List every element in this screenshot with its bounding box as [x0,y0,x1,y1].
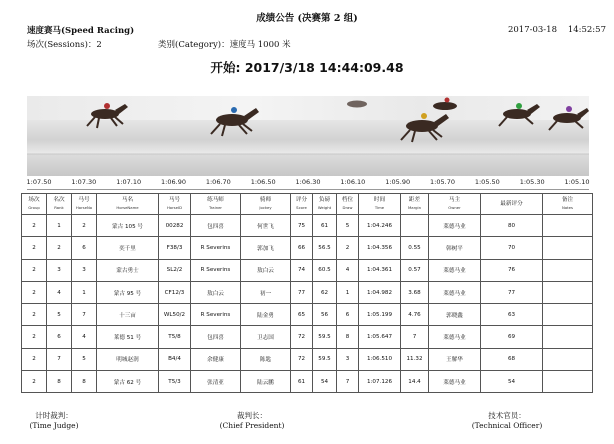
table-cell [543,237,593,259]
column-header-zh: 距差 [408,197,421,203]
table-cell: 包四喜 [191,215,241,237]
signature-label: 计时裁判： [35,411,73,420]
column-header-en: Score [296,205,307,210]
table-header-row [22,194,593,215]
table-cell: 陆云鹏 [241,371,291,393]
table-cell: 4.76 [401,304,429,326]
table-cell: SL2/2 [159,259,191,281]
table-cell: 3.68 [401,281,429,303]
table-row [22,237,593,259]
column-header-en: Time [374,205,385,210]
table-cell: 莱德马业 [429,281,481,303]
column-header-en: HorseID [166,205,183,210]
column-header-en: HorseNo [75,205,93,210]
column-header [337,194,359,215]
table-cell: 1:05.647 [359,326,401,348]
table-cell: 5 [47,304,72,326]
race-name: 速度赛马(Speed Racing) [27,26,135,36]
table-cell: 1 [72,281,97,303]
table-cell: 敖白云 [241,259,291,281]
table-cell: 莱德马业 [429,215,481,237]
table-cell: 王解华 [429,348,481,370]
table-cell: 2 [22,281,47,303]
timeline-tick: 1:07.10 [116,178,142,186]
column-header-en: Owner [448,205,461,210]
table-cell: 2 [22,348,47,370]
table-cell [543,259,593,281]
timeline-tick: 1:06.90 [161,178,186,186]
table-cell: R Severins [191,237,241,259]
table-row [22,348,593,370]
table-cell: 敖白云 [191,281,241,303]
timeline-tick: 1:06.70 [205,178,231,186]
table-cell: 莱德 51 号 [97,326,159,348]
table-cell: 61 [313,215,337,237]
table-cell: 莱德马业 [429,259,481,281]
table-cell: 56 [313,304,337,326]
table-cell: 1 [47,215,72,237]
table-cell: 余健康 [191,348,241,370]
table-cell [543,326,593,348]
table-cell: 60.5 [313,259,337,281]
table-cell: 7 [72,304,97,326]
table-cell: 8 [47,371,72,393]
column-header [97,194,159,215]
timeline-tick: 1:05.30 [519,178,545,186]
table-cell: 2 [22,259,47,281]
column-header-zh: 评分 [295,197,308,203]
timeline-tick: 1:06.50 [250,178,276,186]
photo-finish-image [27,96,589,176]
table-cell: 蒙古 105 号 [97,215,159,237]
table-cell: 陆金勇 [241,304,291,326]
table-cell: 76 [481,259,543,281]
column-header-zh: 档位 [341,197,354,203]
page-title: 成绩公告 (决赛第 2 组) [256,13,358,24]
column-header [291,194,313,215]
column-header [72,194,97,215]
table-cell: 蒙古勇士 [97,259,159,281]
table-cell: 66 [291,237,313,259]
column-header-zh: 负磅 [318,197,331,203]
table-cell: B4/4 [159,348,191,370]
table-cell: 1:06.510 [359,348,401,370]
table-cell: 莱德马业 [429,326,481,348]
table-cell: 2 [22,326,47,348]
signature-label-en: (Chief President) [219,421,285,430]
column-header-zh: 骑师 [259,197,272,203]
table-cell [543,304,593,326]
table-cell: CF12/3 [159,281,191,303]
table-cell: 7 [401,326,429,348]
table-cell: 1 [337,281,359,303]
timeline-tick: 1:05.70 [430,178,455,186]
table-cell: F38/3 [159,237,191,259]
table-cell: 2 [337,237,359,259]
table-cell: 59.5 [313,326,337,348]
table-cell: 1:07.126 [359,371,401,393]
report-date: 2017-03-18 [507,25,557,35]
table-cell [401,215,429,237]
column-header [22,194,47,215]
column-header-en: Rank [54,205,64,210]
table-cell: 11.32 [401,348,429,370]
timeline-tick: 1:06.10 [340,178,366,186]
table-cell: 68 [481,348,543,370]
table-cell: 1:05.199 [359,304,401,326]
table-cell: 2 [22,304,47,326]
table-cell: 1:04.246 [359,215,401,237]
table-cell: 00282 [159,215,191,237]
table-row [22,304,593,326]
table-cell: 65 [291,304,313,326]
table-cell: R Severins [191,304,241,326]
table-cell: 3 [72,259,97,281]
column-header [159,194,191,215]
table-cell: 7 [337,371,359,393]
table-cell: 7 [47,348,72,370]
signature-label-en: (Technical Officer) [471,421,543,430]
table-cell: 0.57 [401,259,429,281]
column-header [481,194,543,215]
table-row [22,215,593,237]
table-cell: 54 [481,371,543,393]
timeline-tick: 1:07.30 [71,178,97,186]
column-header-zh: 名次 [53,197,65,203]
table-cell: 61 [291,371,313,393]
column-header [313,194,337,215]
signature-label: 技术官员： [488,411,526,420]
table-cell: 十三亩 [97,304,159,326]
table-cell: 蒙古 95 号 [97,281,159,303]
results-table [21,193,593,393]
table-cell [543,215,593,237]
table-cell: 14.4 [401,371,429,393]
column-header [47,194,72,215]
table-cell: WL50/2 [159,304,191,326]
table-cell: 6 [72,237,97,259]
table-cell: 56.5 [313,237,337,259]
table-cell: 包四喜 [191,326,241,348]
signature-technical-officer [462,410,552,430]
table-cell: 2 [22,371,47,393]
timeline-tick: 1:07.50 [26,178,52,186]
table-cell [543,371,593,393]
report-time: 14:52:57 [567,25,606,35]
column-header-zh: 备注 [561,197,574,203]
table-cell: 2 [22,237,47,259]
table-cell: 75 [291,215,313,237]
table-cell: 奕千里 [97,237,159,259]
table-cell: 6 [47,326,72,348]
table-row [22,326,593,348]
table-cell: 72 [291,326,313,348]
table-cell: 2 [47,237,72,259]
table-cell: 74 [291,259,313,281]
timeline-tick: 1:06.30 [295,178,321,186]
table-cell: 4 [72,326,97,348]
table-cell: 陈匙 [241,348,291,370]
table-cell: 5 [72,348,97,370]
table-cell: 蒙古 62 号 [97,371,159,393]
table-cell: T5/3 [159,371,191,393]
signature-label: 裁判长： [237,411,267,420]
table-cell: 张清亚 [191,371,241,393]
column-header [429,194,481,215]
table-cell: 0.55 [401,237,429,259]
timeline-tick: 1:05.10 [564,178,590,186]
table-cell: 1:04.361 [359,259,401,281]
column-header-zh: 马号 [168,197,181,203]
table-cell: 69 [481,326,543,348]
table-cell: 59.5 [313,348,337,370]
signature-label-en: (Time Judge) [29,421,79,430]
column-header-zh: 最新评分 [500,200,523,207]
table-cell: 4 [337,259,359,281]
table-cell: 54 [313,371,337,393]
table-cell: 80 [481,215,543,237]
column-header-zh: 马号 [78,197,90,203]
table-row [22,371,593,393]
column-header-zh: 马主 [448,197,461,203]
table-cell: 莱德马业 [429,371,481,393]
table-cell: 何世飞 [241,215,291,237]
session-number: 场次(Sessions)：2 [27,40,102,50]
timeline-tick: 1:05.50 [474,178,500,186]
table-cell: 62 [313,281,337,303]
column-header [191,194,241,215]
table-cell [543,281,593,303]
table-row [22,259,593,281]
column-header-zh: 马名 [121,197,134,203]
table-cell: 韩树平 [429,237,481,259]
race-category: 类别(Category)：速度马 1000 米 [158,40,291,50]
column-header-en: Weight [317,205,332,210]
table-cell: 3 [337,348,359,370]
table-cell: 70 [481,237,543,259]
table-cell: 1:04.982 [359,281,401,303]
table-cell: 明城赵润 [97,348,159,370]
report-datetime [470,25,606,35]
table-cell: 2 [72,215,97,237]
signature-chief-president [210,410,294,430]
column-header-en: Trainer [208,205,222,210]
table-cell: R Severins [191,259,241,281]
table-cell: 72 [291,348,313,370]
table-cell: 郭加飞 [241,237,291,259]
column-header [359,194,401,215]
table-cell: 3 [47,259,72,281]
column-header-en: Jockey [259,205,272,210]
column-header-en: Notes [562,205,573,210]
table-cell: 4 [47,281,72,303]
table-cell: 初一 [241,281,291,303]
table-cell: 8 [337,326,359,348]
table-cell [543,348,593,370]
column-header [401,194,429,215]
table-cell: 8 [72,371,97,393]
column-header-zh: 练马师 [207,197,224,203]
column-header-en: Margin [408,205,421,210]
signature-time-judge [22,410,86,430]
start-time: 开始: 2017/3/18 14:44:09.48 [210,60,404,75]
table-cell: 2 [22,215,47,237]
table-row [22,281,593,303]
table-cell: 卫志国 [241,326,291,348]
table-cell: 63 [481,304,543,326]
column-header-zh: 场次 [28,197,40,203]
column-header-zh: 时间 [373,197,386,203]
table-cell: 郭晓鑫 [429,304,481,326]
table-cell: 1:04.356 [359,237,401,259]
column-header [543,194,593,215]
table-cell: 6 [337,304,359,326]
column-header-en: Group [28,205,40,210]
table-cell: 5 [337,215,359,237]
table-cell: 77 [481,281,543,303]
table-cell: 77 [291,281,313,303]
column-header-en: HorseName [116,205,139,210]
table-cell: T5/8 [159,326,191,348]
column-header-en: Draw [342,205,353,210]
column-header [241,194,291,215]
timeline-tick: 1:05.90 [385,178,411,186]
horses-illustration [27,96,589,176]
finish-timeline [27,177,589,190]
